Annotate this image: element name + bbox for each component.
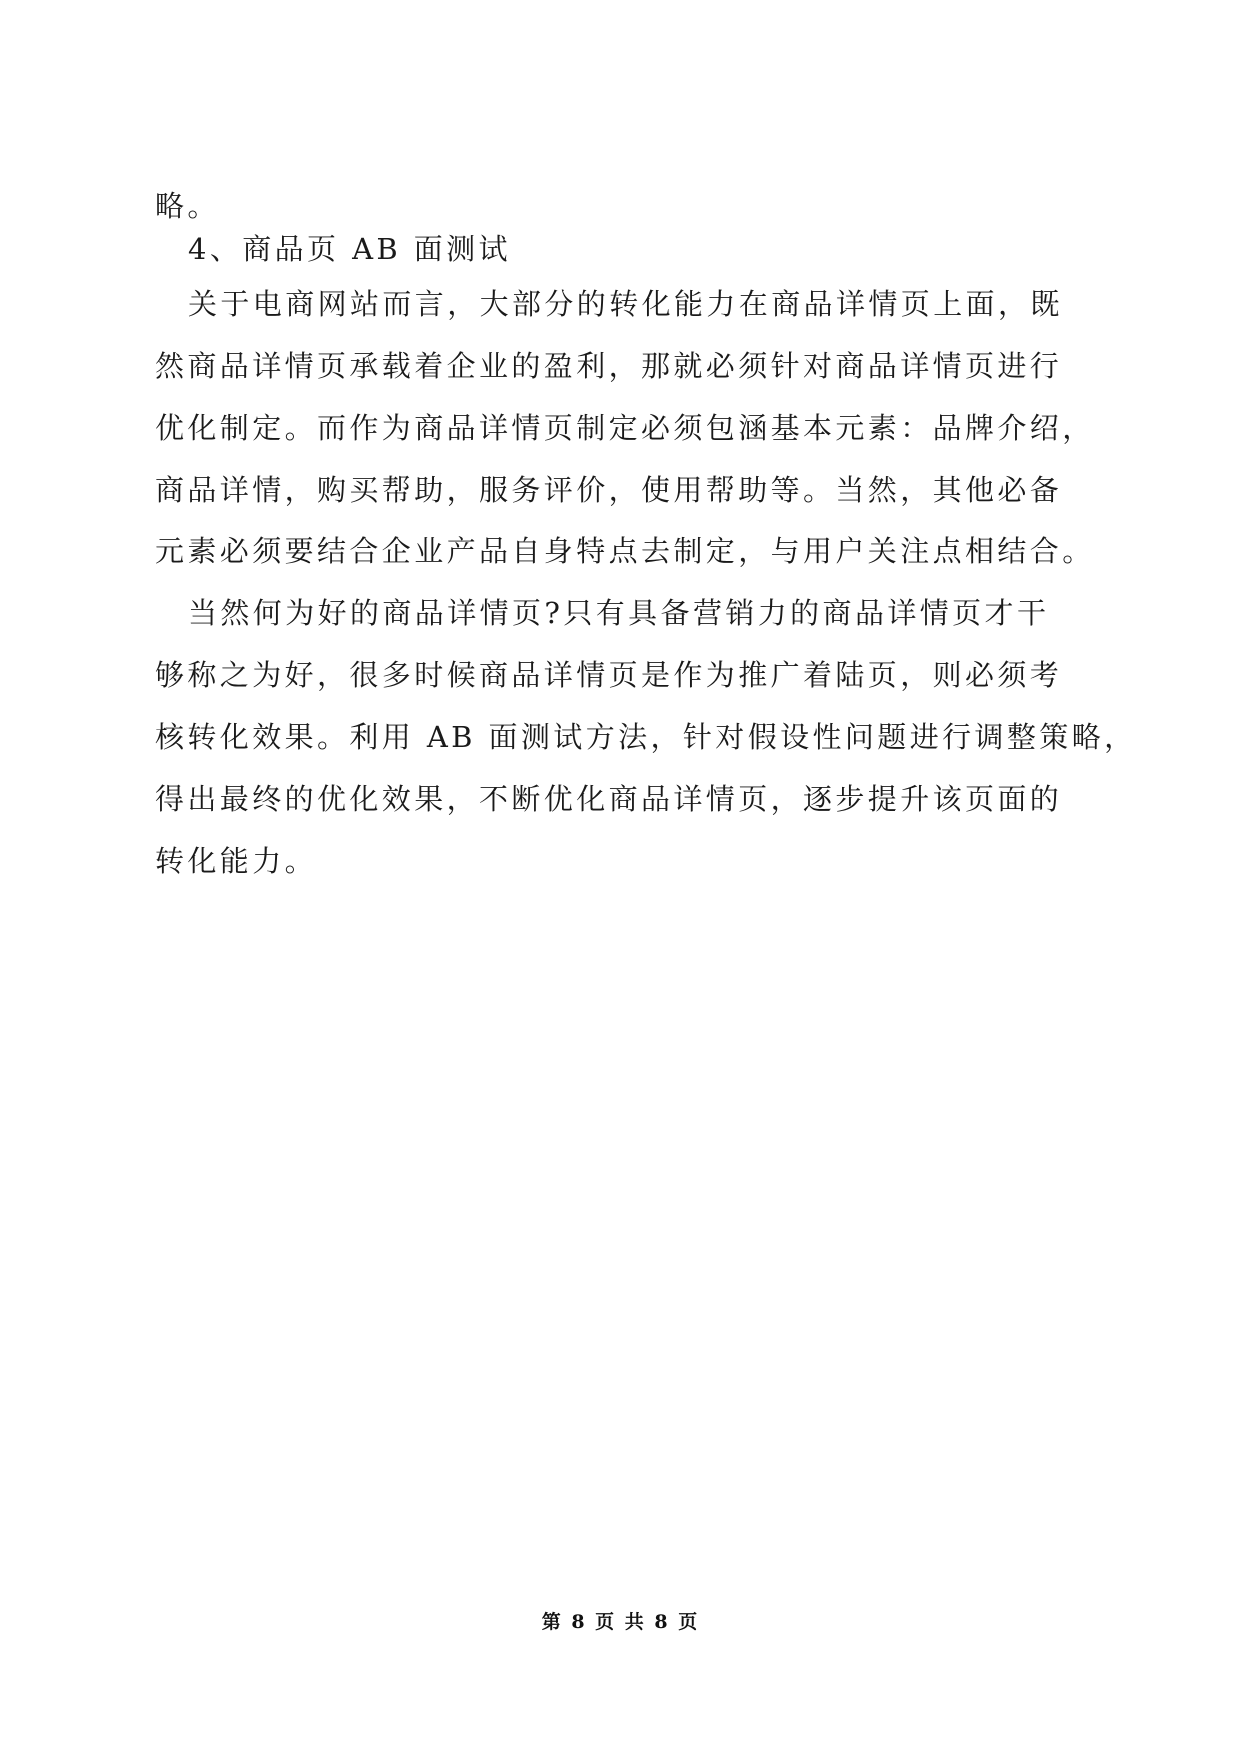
page-number-footer: 第 8 页 共 8 页	[541, 1611, 700, 1633]
text-line: 元素必须要结合企业产品自身特点去制定，与用户关注点相结合。	[155, 534, 1095, 568]
text-line: 转化能力。	[155, 844, 318, 878]
text-line: 略。	[155, 189, 220, 223]
text-line: 优化制定。而作为商品详情页制定必须包涵基本元素：品牌介绍，	[155, 411, 1095, 445]
text-line: 关于电商网站而言，大部分的转化能力在商品详情页上面，既	[188, 287, 1063, 321]
section-heading: 4、商品页 AB 面测试	[188, 232, 511, 266]
text-line: 够称之为好，很多时候商品详情页是作为推广着陆页，则必须考	[155, 658, 1063, 692]
text-line: 商品详情，购买帮助，服务评价，使用帮助等。当然，其他必备	[155, 473, 1063, 507]
text-line: 当然何为好的商品详情页?只有具备营销力的商品详情页才干	[188, 596, 1050, 630]
text-line: 核转化效果。利用 AB 面测试方法，针对假设性问题进行调整策略，	[155, 720, 1137, 754]
text-line: 然商品详情页承载着企业的盈利，那就必须针对商品详情页进行	[155, 349, 1063, 383]
text-line: 得出最终的优化效果，不断优化商品详情页，逐步提升该页面的	[155, 782, 1063, 816]
